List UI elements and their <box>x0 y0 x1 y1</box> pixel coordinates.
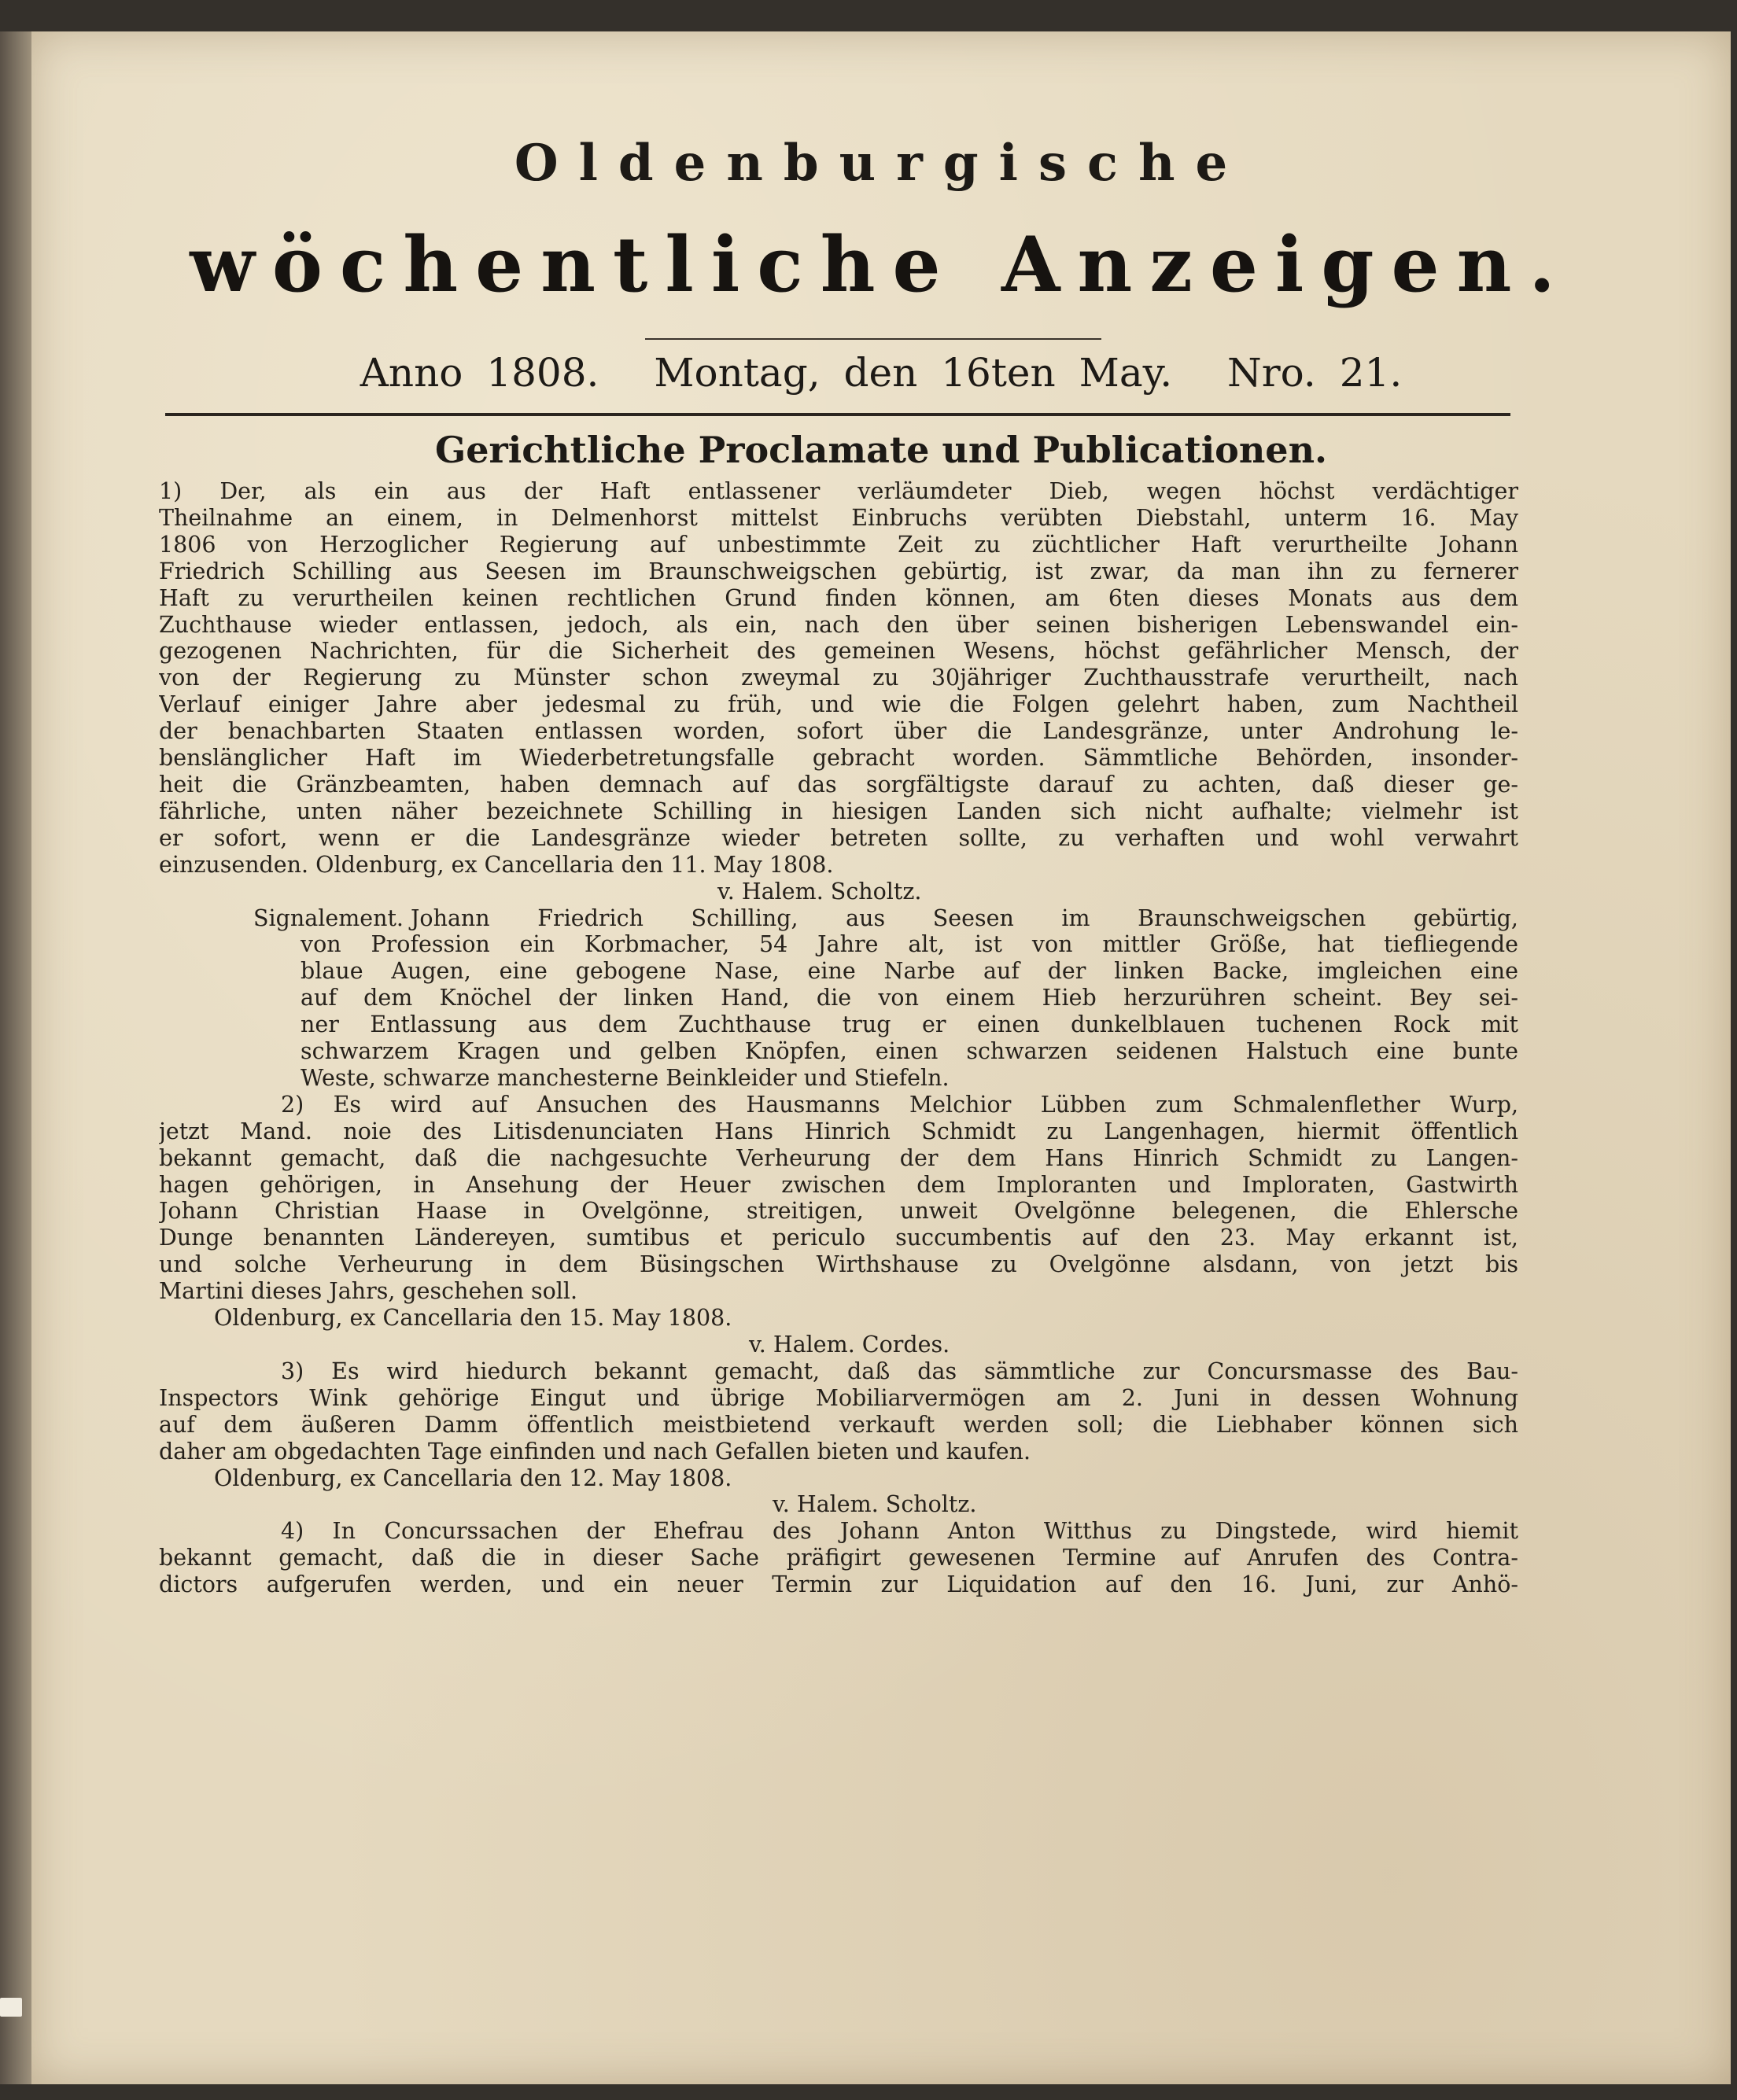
notice-3 <box>159 1358 1518 1518</box>
text-line: Friedrich Schilling aus Seesen im Braunschweigschen gebürtig, ist zwar, da man ihn zu fernerer <box>159 558 1518 584</box>
text-line: fährliche, unten näher bezeichnete Schilling in hiesigen Landen sich nicht aufhalte; vielmehr ist <box>159 798 1518 824</box>
text-line: heit die Gränzbeamten, haben demnach auf das sorgfältigste darauf zu achten, daß dieser ge- <box>159 771 1518 798</box>
text-line: dictors aufgerufen werden, und ein neuer Termin zur Liquidation auf den 16. Juni, zur Anhö- <box>159 1571 1518 1598</box>
text-line: 2) Es wird auf Ansuchen des Hausmanns Melchior Lübben zum Schmalenflether Wurp, <box>281 1091 1518 1118</box>
notice-1 <box>159 478 1518 905</box>
text-line: 1806 von Herzoglicher Regierung auf unbestimmte Zeit zu züchtlicher Haft verurtheilte Johann <box>159 531 1518 558</box>
text-line: Theilnahme an einem, in Delmenhorst mittelst Einbruchs verübten Diebstahl, unterm 16. May <box>159 504 1518 531</box>
signature-line: v. Halem. Scholtz. <box>717 878 922 904</box>
text-line: hagen gehörigen, in Ansehung der Heuer zwischen dem Imploranten und Imploraten, Gastwirth <box>159 1171 1518 1198</box>
masthead-rule <box>645 338 1101 340</box>
text-line: er sofort, wenn er die Landesgränze wieder betreten sollte, zu verhaften und wohl verwahrt <box>159 824 1518 851</box>
newspaper-page <box>31 31 1731 2084</box>
notices-body <box>159 478 1518 1598</box>
text-line: Dunge benannten Ländereyen, sumtibus et periculo succumbentis auf den 23. May erkannt ist, <box>159 1225 1518 1251</box>
text-line: Inspectors Wink gehörige Eingut und übrige Mobiliarvermögen am 2. Juni in dessen Wohnung <box>159 1384 1518 1411</box>
text-line: schwarzem Kragen und gelben Knöpfen, einen schwarzen seidenen Halstuch eine bunte <box>301 1038 1518 1065</box>
signature-line: v. Halem. Cordes. <box>749 1332 950 1358</box>
scan-marker <box>0 1998 22 2017</box>
text-line: Haft zu verurtheilen keinen rechtlichen Grund finden können, am 6ten dieses Monats aus dem <box>159 584 1518 611</box>
text-line: bekannt gemacht, daß die nachgesuchte Verheurung der dem Hans Hinrich Schmidt zu Langen- <box>159 1144 1518 1171</box>
signalement-label: Signalement. <box>253 904 404 931</box>
text-line: ner Entlassung aus dem Zuchthause trug er einen dunkelblauen tuchenen Rock mit <box>301 1011 1518 1038</box>
text-line: bekannt gemacht, daß die in dieser Sache präfigirt gewesenen Termine auf Anrufen des Contra- <box>159 1545 1518 1571</box>
text-line: daher am obgedachten Tage einfinden und nach Gefallen bieten und kaufen. <box>159 1438 1031 1464</box>
text-line: auf dem äußeren Damm öffentlich meistbietend verkauft werden soll; die Liebhaber können sich <box>159 1411 1518 1438</box>
text-line: 4) In Concurssachen der Ehefrau des Johann Anton Witthus zu Dingstede, wird hiemit <box>281 1518 1518 1545</box>
text-line: der benachbarten Staaten entlassen worden, sofort über die Landesgränze, unter Androhung le- <box>159 718 1518 745</box>
issue-date: Montag, den 16ten May. <box>654 350 1173 396</box>
text-line: und solche Verheurung in dem Büsingschen Wirthshause zu Ovelgönne alsdann, von jetzt bis <box>159 1251 1518 1278</box>
text-line: auf dem Knöchel der linken Hand, die von einem Hieb herzurühren scheint. Bey sei- <box>301 985 1518 1011</box>
text-line: Johann Friedrich Schilling, aus Seesen im Braunschweigschen gebürtig, <box>411 904 1518 931</box>
issue-year: Anno 1808. <box>360 350 599 396</box>
issue-number: Nro. 21. <box>1227 350 1403 396</box>
text-line: einzusenden. Oldenburg, ex Cancellaria den 11. May 1808. <box>159 851 834 878</box>
text-line: Verlauf einiger Jahre aber jedesmal zu früh, und wie die Folgen gelehrt haben, zum Nachtheil <box>159 691 1518 718</box>
notice-4 <box>159 1518 1518 1598</box>
text-line: 3) Es wird hiedurch bekannt gemacht, daß das sämmtliche zur Concursmasse des Bau- <box>281 1358 1518 1384</box>
masthead-title-line2: wöchentliche Anzeigen. <box>190 220 1573 309</box>
text-line: Johann Christian Haase in Ovelgönne, streitigen, unweit Ovelgönne belegenen, die Ehlersche <box>159 1198 1518 1225</box>
section-title: Gerichtliche Proclamate und Publicationen. <box>434 429 1328 471</box>
text-line: blaue Augen, eine gebogene Nase, eine Narbe auf der linken Backe, imgleichen eine <box>301 958 1518 985</box>
text-line: Weste, schwarze manchesterne Beinkleider und Stiefeln. <box>301 1064 950 1091</box>
text-line: 1) Der, als ein aus der Haft entlassener verläumdeter Dieb, wegen höchst verdächtiger <box>159 478 1518 504</box>
text-line: gezogenen Nachrichten, für die Sicherheit des gemeinen Wesens, höchst gefährlicher Mensch, der <box>159 638 1518 665</box>
text-line: benslänglicher Haft im Wiederbetretungsfalle gebracht worden. Sämmtliche Behörden, insonder- <box>159 745 1518 772</box>
notice-2 <box>159 1092 1518 1358</box>
header-rule <box>165 413 1510 416</box>
text-line: Zuchthause wieder entlassen, jedoch, als ein, nach den über seinen bisherigen Lebenswandel ein- <box>159 611 1518 638</box>
text-line: Martini dieses Jahrs, geschehen soll. <box>159 1278 578 1305</box>
place-date-line: Oldenburg, ex Cancellaria den 12. May 1808. <box>214 1464 732 1491</box>
text-line: von der Regierung zu Münster schon zweymal zu 30jähriger Zuchthausstrafe verurtheilt, nach <box>159 665 1518 691</box>
signature-line: v. Halem. Scholtz. <box>773 1491 977 1518</box>
signalement <box>159 905 1518 1092</box>
text-line: jetzt Mand. noie des Litisdenunciaten Hans Hinrich Schmidt zu Langenhagen, hiermit öffentlich <box>159 1118 1518 1144</box>
issue-line <box>31 350 1731 396</box>
place-date-line: Oldenburg, ex Cancellaria den 15. May 1808. <box>214 1305 732 1332</box>
facing-page-edge <box>0 31 31 2084</box>
text-line: von Profession ein Korbmacher, 54 Jahre alt, ist von mittler Größe, hat tiefliegende <box>301 931 1518 958</box>
masthead-title-line1: Oldenburgische <box>514 134 1248 193</box>
